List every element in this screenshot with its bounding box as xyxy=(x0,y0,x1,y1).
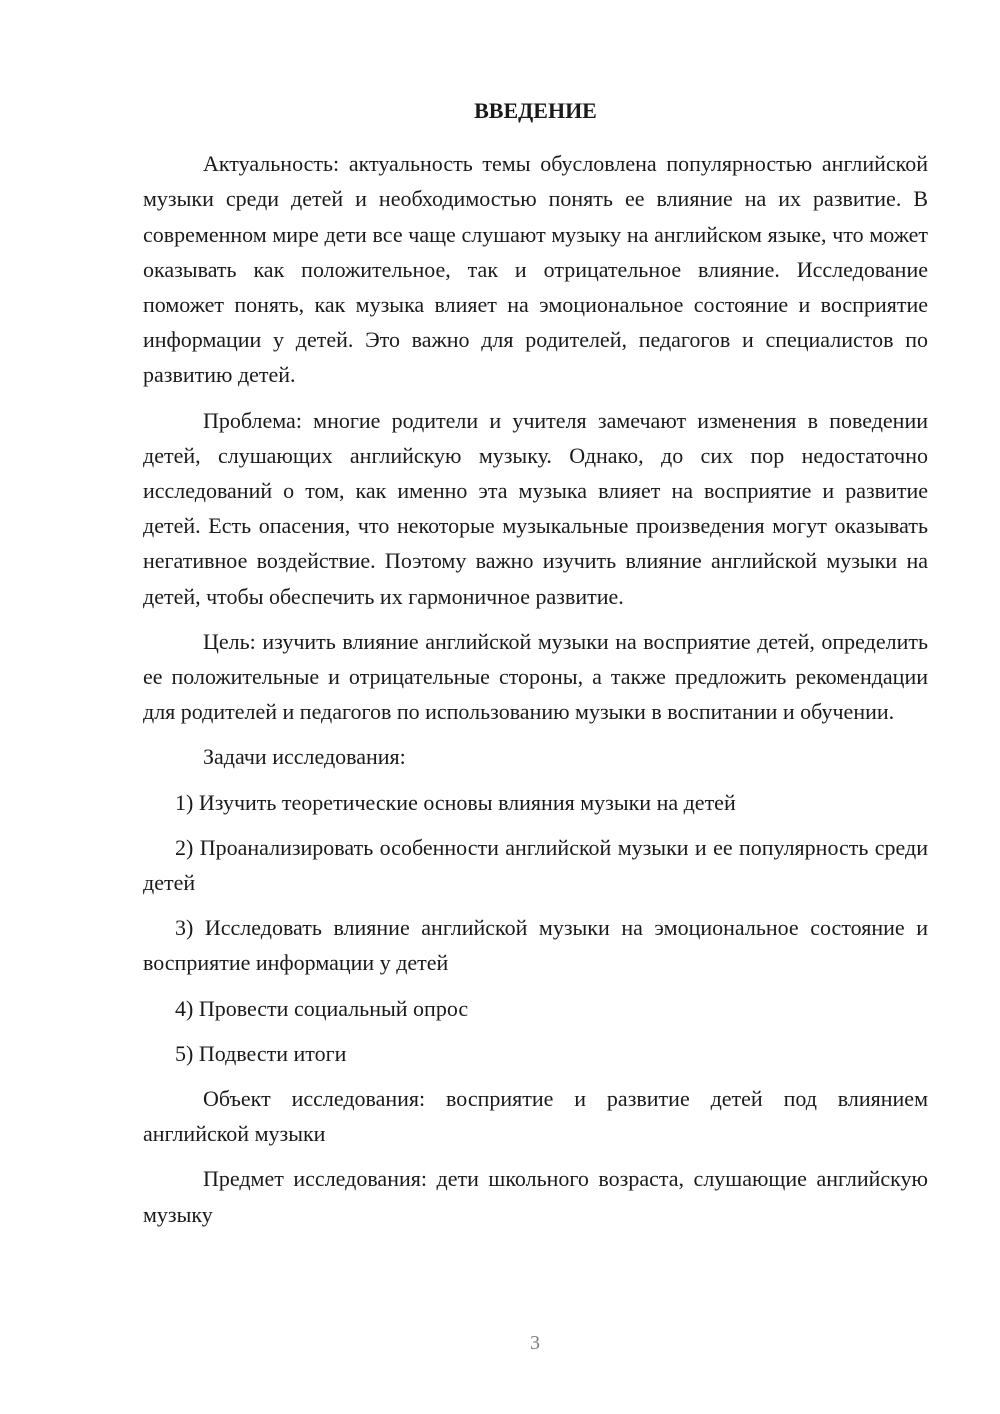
page-number: 3 xyxy=(530,1332,540,1354)
page-title: ВВЕДЕНИЕ xyxy=(474,98,597,123)
subject-paragraph: Предмет исследования: дети школьного возраста, слушающие английскую музыку xyxy=(143,1166,928,1227)
task-item: 2) Проанализировать особенности английской музыки и ее популярность среди детей xyxy=(143,834,928,896)
task-item: 5) Подвести итоги xyxy=(175,1040,347,1066)
document-page xyxy=(143,93,928,1242)
task-item: 3) Исследовать влияние английской музыки на эмоциональное состояние и восприятие информации у детей xyxy=(143,915,928,976)
problem-paragraph: Проблема: многие родители и учителя замечают изменения в поведении детей, слушающих английскую музыку. Однако, до сих пор недостаточно исследований о том, как именно эта музыка влияет на восприятие и развитие детей. Есть опасения, что некоторые музыкальные произведения могут оказывать негативное воздействие. Поэтому важно изучить влияние английской музыки на детей, чтобы обеспечить их гармоничное развитие. xyxy=(143,407,928,609)
task-item: 4) Провести социальный опрос xyxy=(175,995,469,1021)
object-paragraph: Объект исследования: восприятие и развитие детей под влиянием английской музыки xyxy=(143,1086,928,1147)
task-item: 1) Изучить теоретические основы влияния музыки на детей xyxy=(175,789,736,815)
goal-paragraph: Цель: изучить влияние английской музыки на восприятие детей, определить ее положительные и отрицательные стороны, а также предложить рекомендации для родителей и педагогов по использованию музыки в воспитании и обучении. xyxy=(143,628,928,725)
relevance-paragraph: Актуальность: актуальность темы обусловлена популярностью английской музыки среди детей и необходимостью понять ее влияние на их развитие. В современном мире дети все чаще слушают музыку на английском языке, что может оказывать как положительное, так и отрицательное влияние. Исследование поможет понять, как музыка влияет на эмоциональное состояние и восприятие информации у детей. Это важно для родителей, педагогов и специалистов по развитию детей. xyxy=(143,151,928,388)
tasks-heading: Задачи исследования: xyxy=(203,744,406,770)
